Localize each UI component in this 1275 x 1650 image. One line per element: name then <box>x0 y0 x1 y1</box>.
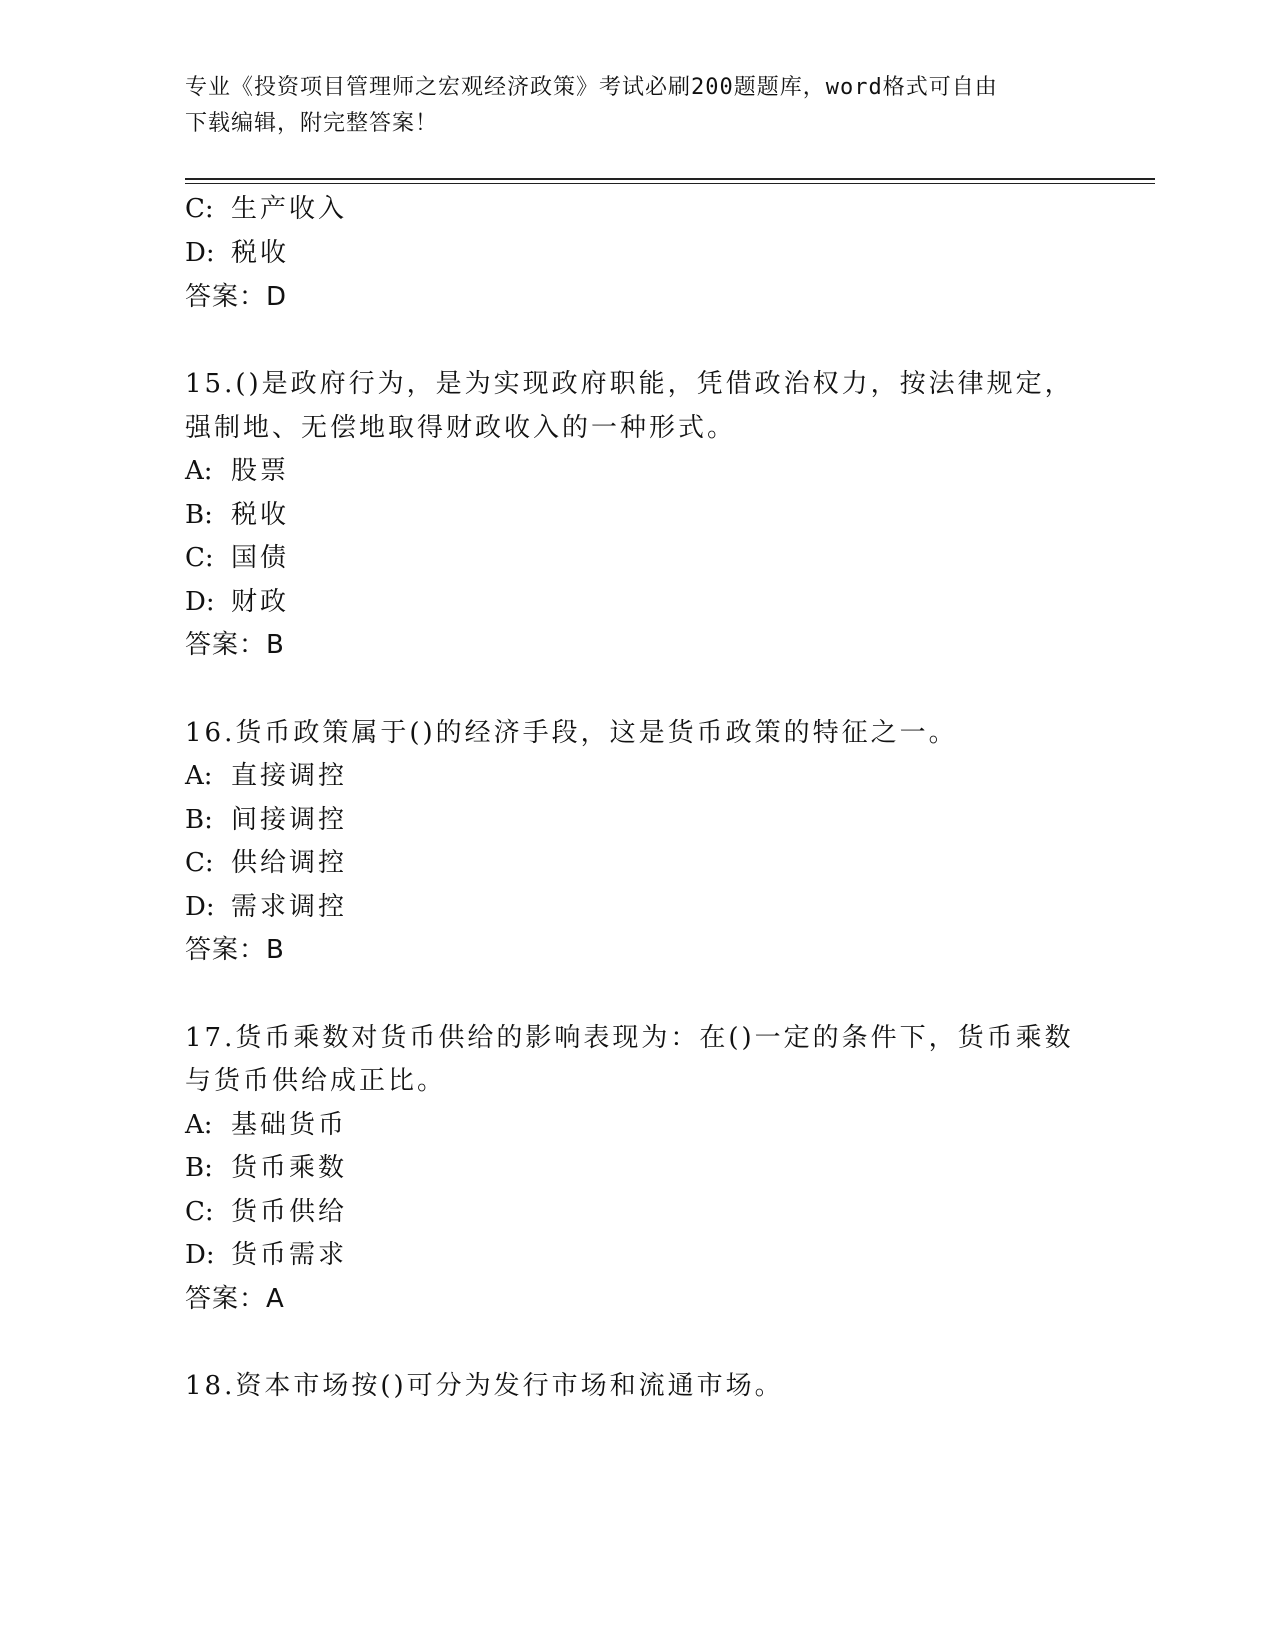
option-c <box>185 847 347 879</box>
answer-line: 答案：D <box>185 282 288 312</box>
option-text: 国债 <box>231 543 290 573</box>
option-key: C: <box>185 543 214 573</box>
option-key: A: <box>185 761 213 791</box>
question-15-line-2: 强制地、无偿地取得财政收入的一种形式。 <box>185 413 737 443</box>
option-c <box>185 542 289 574</box>
option-key: C: <box>185 194 214 224</box>
option-b <box>185 804 347 836</box>
option-key: D: <box>185 892 215 922</box>
document-header <box>185 70 1065 142</box>
option-text: 货币乘数 <box>231 1153 348 1183</box>
option-a <box>185 1109 347 1141</box>
header-divider-thick <box>185 178 1155 180</box>
option-d <box>185 891 347 923</box>
option-text: 需求调控 <box>231 892 348 922</box>
option-text: 货币需求 <box>231 1240 348 1270</box>
question-16-line-1: 16.货币政策属于()的经济手段，这是货币政策的特征之一。 <box>185 718 958 748</box>
option-a <box>185 760 347 792</box>
question-18-line-1: 18.资本市场按()可分为发行市场和流通市场。 <box>185 1371 784 1401</box>
option-d <box>185 1239 347 1271</box>
option-d <box>185 237 289 269</box>
option-text: 股票 <box>231 456 290 486</box>
option-text: 货币供给 <box>231 1197 348 1227</box>
option-key: D: <box>185 587 215 617</box>
option-key: B: <box>185 500 213 530</box>
option-key: B: <box>185 1153 213 1183</box>
option-a <box>185 455 289 487</box>
option-text: 税收 <box>231 238 290 268</box>
option-text: 直接调控 <box>231 761 348 791</box>
option-text: 基础货币 <box>231 1110 348 1140</box>
option-key: A: <box>185 456 213 486</box>
option-key: D: <box>185 238 215 268</box>
answer-line: 答案：A <box>185 1284 285 1314</box>
option-text: 税收 <box>231 500 290 530</box>
option-c <box>185 193 347 225</box>
option-key: A: <box>185 1110 213 1140</box>
option-b <box>185 1152 347 1184</box>
answer-line: 答案：B <box>185 935 285 965</box>
header-line-2: 下载编辑，附完整答案！ <box>185 111 439 136</box>
option-text: 间接调控 <box>231 805 348 835</box>
option-key: B: <box>185 805 213 835</box>
question-15-line-1: 15.()是政府行为，是为实现政府职能，凭借政治权力，按法律规定， <box>185 369 1074 399</box>
question-17-line-2: 与货币供给成正比。 <box>185 1066 447 1096</box>
option-key: C: <box>185 848 214 878</box>
option-text: 供给调控 <box>231 848 348 878</box>
option-d <box>185 586 289 618</box>
header-line-1: 专业《投资项目管理师之宏观经济政策》考试必刷200题题库，word格式可自由 <box>185 75 998 100</box>
option-b <box>185 499 289 531</box>
answer-line: 答案：B <box>185 630 285 660</box>
question-17-line-1: 17.货币乘数对货币供给的影响表现为：在()一定的条件下，货币乘数 <box>185 1023 1074 1053</box>
option-c <box>185 1196 347 1228</box>
option-key: D: <box>185 1240 215 1270</box>
option-text: 财政 <box>231 587 290 617</box>
option-key: C: <box>185 1197 214 1227</box>
header-divider-thin <box>185 183 1155 184</box>
option-text: 生产收入 <box>231 194 348 224</box>
